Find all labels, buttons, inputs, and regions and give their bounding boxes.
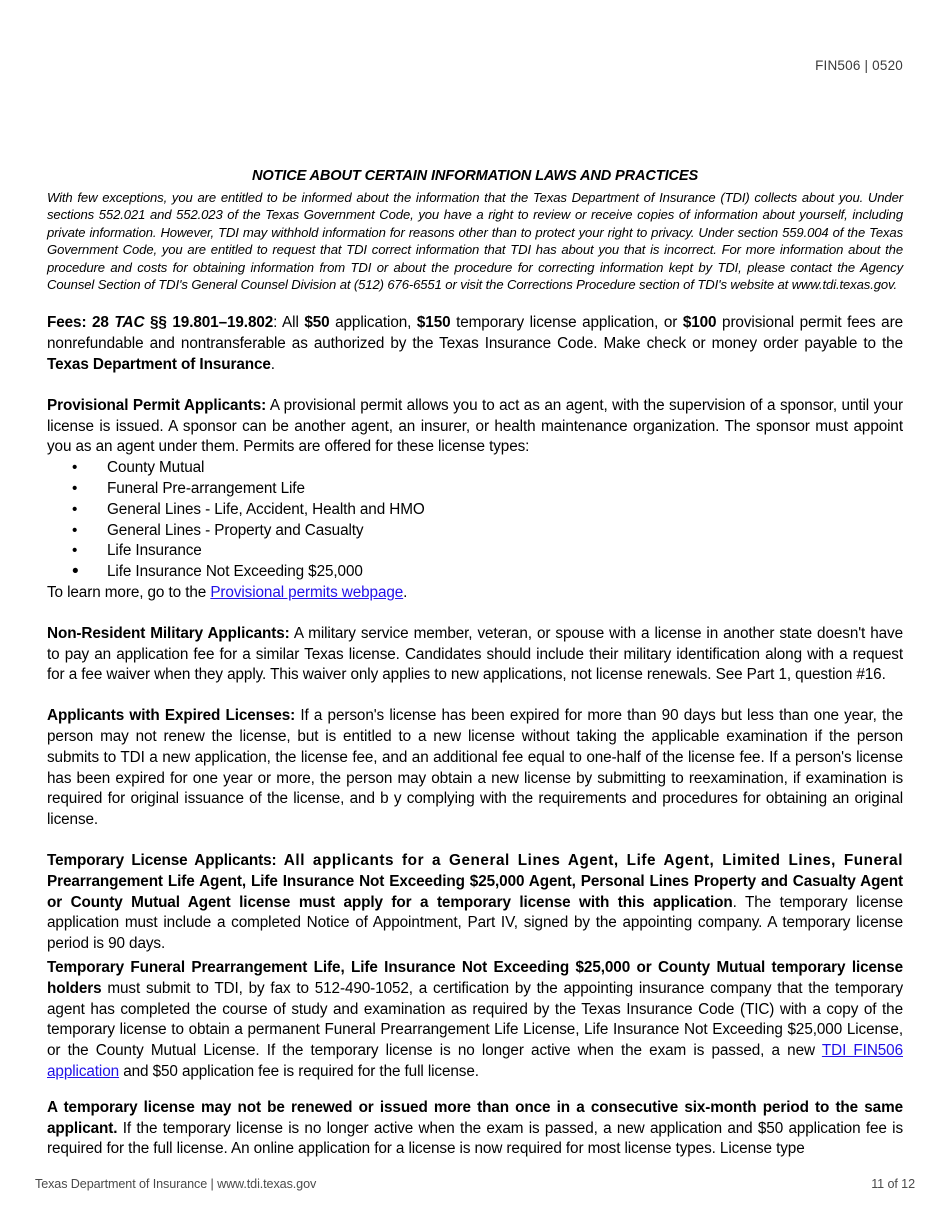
- bullet-icon: •: [72, 521, 78, 539]
- footer-agency-label: Texas Department of Insurance | www.tdi.texas.gov: [35, 1177, 317, 1191]
- fees-label: Fees: 28: [47, 314, 115, 332]
- fees-text-2: temporary license application, or: [450, 314, 683, 332]
- expired-paragraph: [47, 706, 903, 831]
- spacer: [47, 293, 903, 313]
- list-item-label: County Mutual: [107, 459, 205, 477]
- list-item-label: Life Insurance Not Exceeding $25,000: [107, 563, 363, 581]
- list-item: [47, 458, 903, 479]
- bullet-icon: •: [72, 459, 78, 477]
- footer-page-number: 11 of 12: [871, 1177, 915, 1191]
- list-item: [47, 521, 903, 542]
- spacer: [47, 831, 903, 851]
- provisional-heading: Provisional Permit Applicants:: [47, 396, 267, 414]
- fees-payee: Texas Department of Insurance: [47, 356, 271, 374]
- document-content: [47, 168, 903, 1160]
- military-heading: Non-Resident Military Applicants:: [47, 624, 290, 642]
- page-footer: [35, 1177, 915, 1191]
- temporary-funeral-paragraph: [47, 958, 903, 1083]
- tdi-fin506-application-link[interactable]: TDI FIN506 application: [47, 1042, 903, 1080]
- provisional-body: A provisional permit allows you to act as an agent, with the supervision of a sponsor, until your license is issued. A sponsor can be another agent, an insurer, or health maintenance organization. The sponsor must appoint you as an agent under them. Permits are offered for these license types:: [47, 396, 904, 456]
- notice-body: With few exceptions, you are entitled to be informed about the information that the Texas Department of Insurance (TDI) collects about you. Under sections 552.021 and 552.023 of the Texas Government Code, you have a right to review or receive copies of information about yourself, including private information. However, TDI may withhold information for reasons other than to protect your right to privacy. Under section 559.004 of the Texas Government Code, you are entitled to request that TDI correct information that TDI has about you that is incorrect. For more information about the procedure and costs for obtaining information from TDI or about the procedure for correcting information kept by TDI, please contact the Agency Counsel Section of TDI's General Counsel Division at (512) 676-6551 or visit the Corrections Procedure section of TDI's website at www.tdi.texas.gov.: [47, 190, 903, 293]
- spacer: [47, 686, 903, 706]
- no-renew-paragraph: [47, 1098, 903, 1160]
- fees-paragraph: [47, 313, 903, 375]
- fees-amount-100: $100: [682, 314, 717, 332]
- expired-body-1: If a person's license has been expired for more than 90 days but less than one year, the person may not renew the license, but is entitled to a new license without taking the applicable examination if the person submits to TDI a new application, the license fee, and an additional fee equal to one-half of the license fee. If a person's license has been expired for one year or more, the person may obtain a new license by submitting to reexamination, if examination is required for original issuance of the license, and: [47, 707, 903, 808]
- fees-sections: §§ 19.801–19.802: [144, 314, 274, 332]
- no-renew-heading: A temporary license may not be renewed or issued more than once in a consecutive six-month period to the same applicant.: [47, 1098, 903, 1137]
- fees-colon-all: : All: [273, 314, 305, 332]
- spacer: [47, 376, 903, 396]
- list-item: [47, 500, 903, 521]
- list-item-label: Funeral Pre-arrangement Life: [107, 480, 305, 498]
- spacer: [47, 604, 903, 624]
- bullet-icon: •: [72, 500, 78, 518]
- learn-more-suffix: .: [403, 584, 408, 601]
- temporary-funeral-heading: Temporary Funeral Prearrangement Life, Life Insurance Not Exceeding $25,000 or County Mutual temporary license holders: [47, 958, 903, 997]
- temporary-funeral-body-1: must submit to TDI, by fax to 512-490-1052, a certification by the appointing insurance company that the temporary agent has completed the course of study and examination as required by the Texas Insurance Code (TIC) with a copy of the temporary license to obtain a permanent Funeral Prearrangement Life License, Life Insurance Not Exceeding $25,000 License, or the County Mutual License. If the temporary license is no longer active when the exam is passed, a new: [47, 979, 903, 1060]
- learn-more-paragraph: [47, 583, 903, 604]
- bullet-icon: •: [72, 542, 78, 560]
- learn-more-prefix: To learn more, go to the: [47, 584, 211, 601]
- fees-period: .: [270, 356, 275, 374]
- bullet-icon: •: [72, 480, 78, 498]
- fees-text-3: provisional permit fees are nonrefundable and nontransferable as authorized by the Texas Insurance Code. Make check or money order payable to the: [47, 314, 903, 353]
- list-item-label: General Lines - Life, Accident, Health and HMO: [107, 500, 425, 518]
- spacer: [47, 1083, 903, 1098]
- list-item: [47, 562, 903, 583]
- list-item: [47, 541, 903, 562]
- fees-text-1: application,: [329, 314, 417, 332]
- no-renew-body: If the temporary license is no longer active when the exam is passed, a new application and $50 application fee is required for the full license. An online application for a license is now required for most license types. License type: [47, 1119, 903, 1158]
- fees-amount-50: $50: [304, 314, 330, 332]
- expired-heading: Applicants with Expired Licenses:: [47, 707, 296, 725]
- provisional-paragraph: [47, 396, 903, 458]
- expired-body-2: complying with the requirements and procedures for obtaining an original license.: [47, 790, 904, 829]
- notice-title: NOTICE ABOUT CERTAIN INFORMATION LAWS AND PRACTICES: [251, 168, 699, 184]
- military-body: A military service member, veteran, or spouse with a license in another state doesn't have to pay an application fee for a similar Texas license. Candidates should include their military identification along with a request for a fee waiver when they apply. This waiver only applies to new applications, not license renewals. See Part 1, question #16.: [47, 624, 904, 684]
- temporary-funeral-body-2: and $50 application fee is required for the full license.: [119, 1062, 479, 1080]
- form-code-header: FIN506 | 0520: [815, 58, 903, 73]
- bullet-icon: •: [72, 561, 79, 583]
- license-types-list: [47, 458, 903, 583]
- temporary-body: . The temporary license application must include a completed Notice of Appointment, Part IV, signed by the appointing company. A temporary license period is 90 days.: [47, 893, 903, 953]
- list-item-label: General Lines - Property and Casualty: [107, 521, 364, 539]
- fees-tac: TAC: [114, 314, 145, 332]
- temporary-paragraph: [47, 851, 903, 955]
- expired-body-by: b y: [380, 790, 402, 808]
- fees-amount-150: $150: [416, 314, 451, 332]
- temporary-heading-tracked: All applicants for a General Lines Agent, Life Agent, Limited Lines, Funeral: [283, 851, 903, 869]
- temporary-heading-rest: Prearrangement Life Agent, Life Insurance Not Exceeding $25,000 Agent, Personal Lines Property and Casualty Agent or County Mutual Agent license must apply for a temporary license with this application: [47, 872, 903, 911]
- provisional-permits-link[interactable]: Provisional permits webpage: [210, 584, 404, 601]
- temporary-heading-lead: Temporary License Applicants:: [47, 851, 284, 869]
- military-paragraph: [47, 624, 903, 686]
- list-item: [47, 479, 903, 500]
- list-item-label: Life Insurance: [107, 542, 202, 560]
